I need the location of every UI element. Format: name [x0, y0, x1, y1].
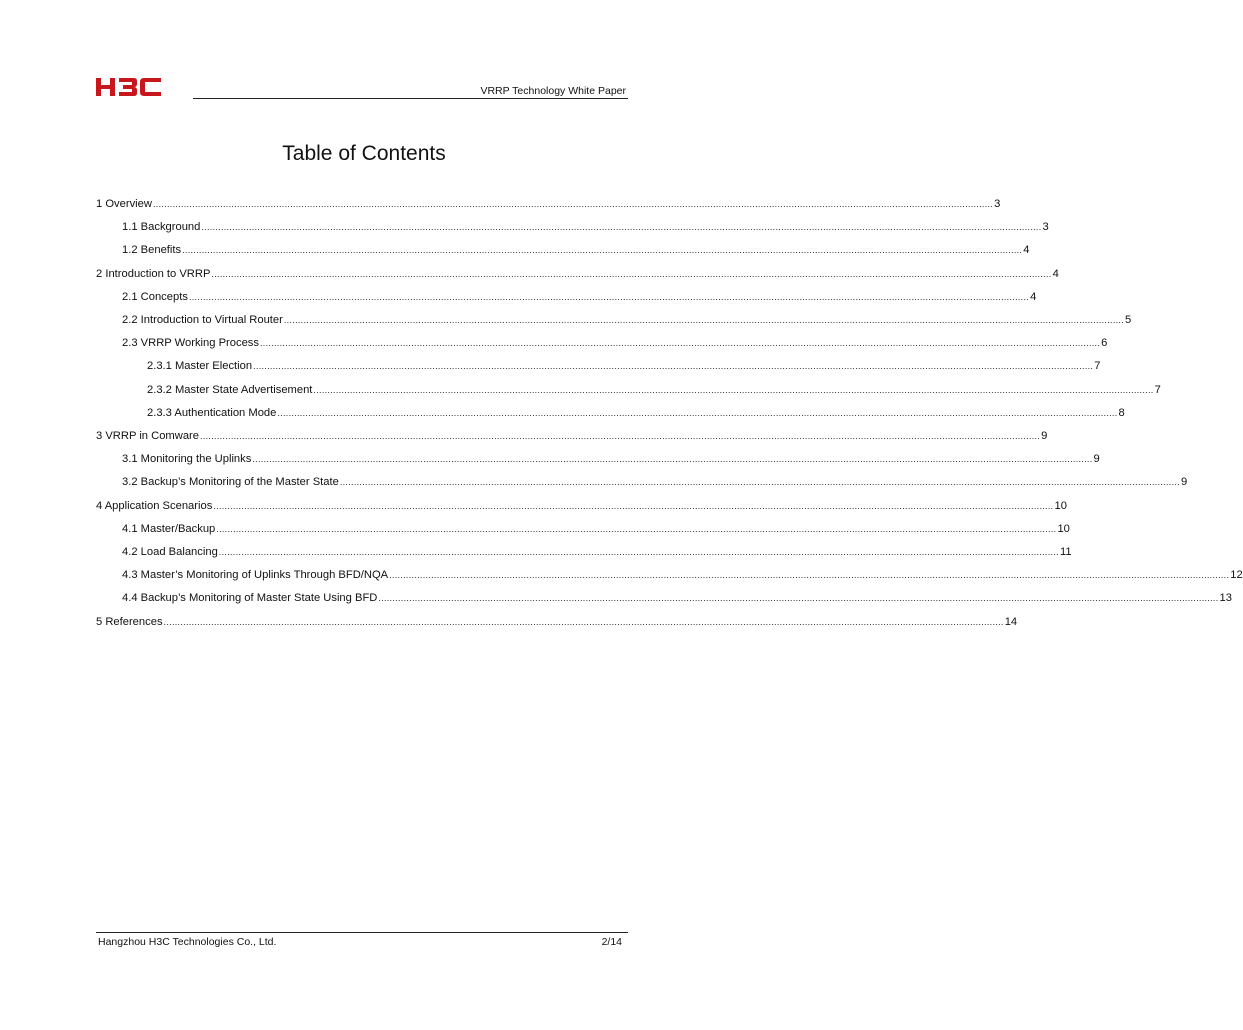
- toc-entry-label: 4 Application Scenarios: [96, 499, 213, 512]
- toc-dot-leader: ............................................................................................................................................................................................................................................................................................................: [213, 500, 1054, 511]
- toc-dot-leader: ............................................................................................................................................................................................................................................................................................................: [188, 291, 1030, 302]
- toc-entry-page: 14: [1004, 615, 1018, 628]
- toc-entry[interactable]: [122, 242, 1030, 258]
- h3c-logo: [96, 76, 162, 98]
- toc-entry[interactable]: [122, 590, 1232, 606]
- toc-entry[interactable]: [96, 196, 1001, 212]
- toc-entry[interactable]: [122, 289, 1037, 305]
- header-divider: [193, 98, 628, 99]
- toc-entry-page: 8: [1118, 406, 1125, 419]
- toc-entry-label: 2.1 Concepts: [122, 290, 188, 303]
- toc-entry-page: 6: [1101, 337, 1108, 350]
- toc-dot-leader: ............................................................................................................................................................................................................................................................................................................: [152, 199, 994, 209]
- toc-entry[interactable]: [122, 335, 1108, 351]
- toc-dot-leader: ............................................................................................................................................................................................................................................................................................................: [339, 477, 1180, 488]
- toc-entry-label: 2.3.1 Master Election: [147, 360, 253, 373]
- toc-entry-page: 3: [1042, 221, 1049, 234]
- toc-entry-label: 1.1 Background: [122, 221, 201, 234]
- toc-entry-label: 4.4 Backup’s Monitoring of Master State Using BFD: [122, 592, 378, 605]
- toc-entry-label: 2.3.2 Master State Advertisement: [147, 383, 313, 396]
- toc-entry-page: 12: [1230, 569, 1243, 582]
- toc-entry-page: 5: [1125, 314, 1132, 326]
- toc-entry[interactable]: [147, 358, 1101, 374]
- toc-dot-leader: ............................................................................................................................................................................................................................................................................................................: [389, 570, 1230, 581]
- toc-entry-page: 10: [1054, 499, 1067, 512]
- toc-dot-leader: ............................................................................................................................................................................................................................................................................................................: [163, 616, 1004, 627]
- toc-entry-page: 10: [1057, 522, 1070, 535]
- toc-dot-leader: ............................................................................................................................................................................................................................................................................................................: [283, 315, 1125, 325]
- toc-entry-page: 4: [1030, 290, 1037, 303]
- toc-entry-label: 5 References: [96, 615, 163, 628]
- footer-company: Hangzhou H3C Technologies Co., Ltd.: [98, 936, 277, 948]
- toc-dot-leader: ............................................................................................................................................................................................................................................................................................................: [211, 268, 1052, 279]
- toc-entry[interactable]: [96, 428, 1048, 444]
- toc-dot-leader: ............................................................................................................................................................................................................................................................................................................: [253, 361, 1094, 372]
- toc-entry-page: 9: [1180, 476, 1188, 489]
- toc-entry-page: 4: [1023, 244, 1030, 257]
- toc-entry-label: 1.2 Benefits: [122, 244, 182, 257]
- toc-dot-leader: ............................................................................................................................................................................................................................................................................................................: [260, 338, 1101, 349]
- toc-dot-leader: ............................................................................................................................................................................................................................................................................................................: [182, 245, 1023, 256]
- toc-entry-label: 3 VRRP in Comware: [96, 430, 200, 442]
- toc-entry[interactable]: [122, 544, 1072, 560]
- toc-entry[interactable]: [96, 266, 1059, 282]
- toc-entry-page: 7: [1094, 360, 1101, 373]
- toc-dot-leader: ............................................................................................................................................................................................................................................................................................................: [252, 454, 1093, 465]
- toc-entry[interactable]: [96, 498, 1067, 514]
- toc-entry-page: 9: [1093, 453, 1100, 466]
- toc-entry-page: 11: [1059, 546, 1072, 558]
- toc-dot-leader: ............................................................................................................................................................................................................................................................................................................: [216, 523, 1057, 534]
- toc-entry-page: 4: [1052, 267, 1059, 280]
- toc-entry-label: 3.1 Monitoring the Uplinks: [122, 453, 252, 466]
- toc-dot-leader: ............................................................................................................................................................................................................................................................................................................: [277, 407, 1118, 418]
- toc-entry[interactable]: [122, 312, 1132, 328]
- footer-divider: [96, 932, 628, 933]
- toc-entry-label: 3.2 Backup’s Monitoring of the Master State: [122, 476, 339, 489]
- toc-entry-label: 2.2 Introduction to Virtual Router: [122, 314, 283, 326]
- toc-entry[interactable]: [122, 474, 1188, 490]
- toc-dot-leader: ............................................................................................................................................................................................................................................................................................................: [378, 593, 1219, 604]
- toc-entry-label: 2.3 VRRP Working Process: [122, 337, 259, 350]
- toc-entry-page: 9: [1041, 430, 1048, 442]
- toc-entry[interactable]: [96, 614, 1018, 630]
- toc-entry-label: 1 Overview: [96, 198, 152, 210]
- page-header: [96, 74, 628, 100]
- toc-dot-leader: ............................................................................................................................................................................................................................................................................................................: [200, 431, 1041, 441]
- toc-entry[interactable]: [122, 521, 1070, 537]
- toc-entry-page: 7: [1154, 383, 1161, 396]
- toc-dot-leader: ............................................................................................................................................................................................................................................................................................................: [218, 547, 1059, 557]
- toc-heading: Table of Contents: [282, 142, 446, 165]
- toc-entry[interactable]: [122, 451, 1100, 467]
- footer-page-number: 2/14: [601, 936, 622, 948]
- toc-entry[interactable]: [147, 405, 1125, 421]
- toc-entry[interactable]: [147, 382, 1161, 398]
- document-title: VRRP Technology White Paper: [480, 85, 626, 97]
- toc-dot-leader: ............................................................................................................................................................................................................................................................................................................: [201, 222, 1042, 233]
- toc-entry[interactable]: [122, 567, 1243, 583]
- toc-entry-label: 2 Introduction to VRRP: [96, 267, 211, 280]
- toc-entry-label: 4.2 Load Balancing: [122, 546, 218, 558]
- toc-entry[interactable]: [122, 219, 1049, 235]
- toc-entry-page: 13: [1219, 592, 1232, 605]
- toc-entry-label: 4.3 Master’s Monitoring of Uplinks Through BFD/NQA: [122, 569, 389, 582]
- toc-entry-label: 4.1 Master/Backup: [122, 522, 216, 535]
- toc-dot-leader: ............................................................................................................................................................................................................................................................................................................: [313, 384, 1154, 395]
- toc-entry-label: 2.3.3 Authentication Mode: [147, 406, 277, 419]
- toc-entry-page: 3: [994, 198, 1001, 210]
